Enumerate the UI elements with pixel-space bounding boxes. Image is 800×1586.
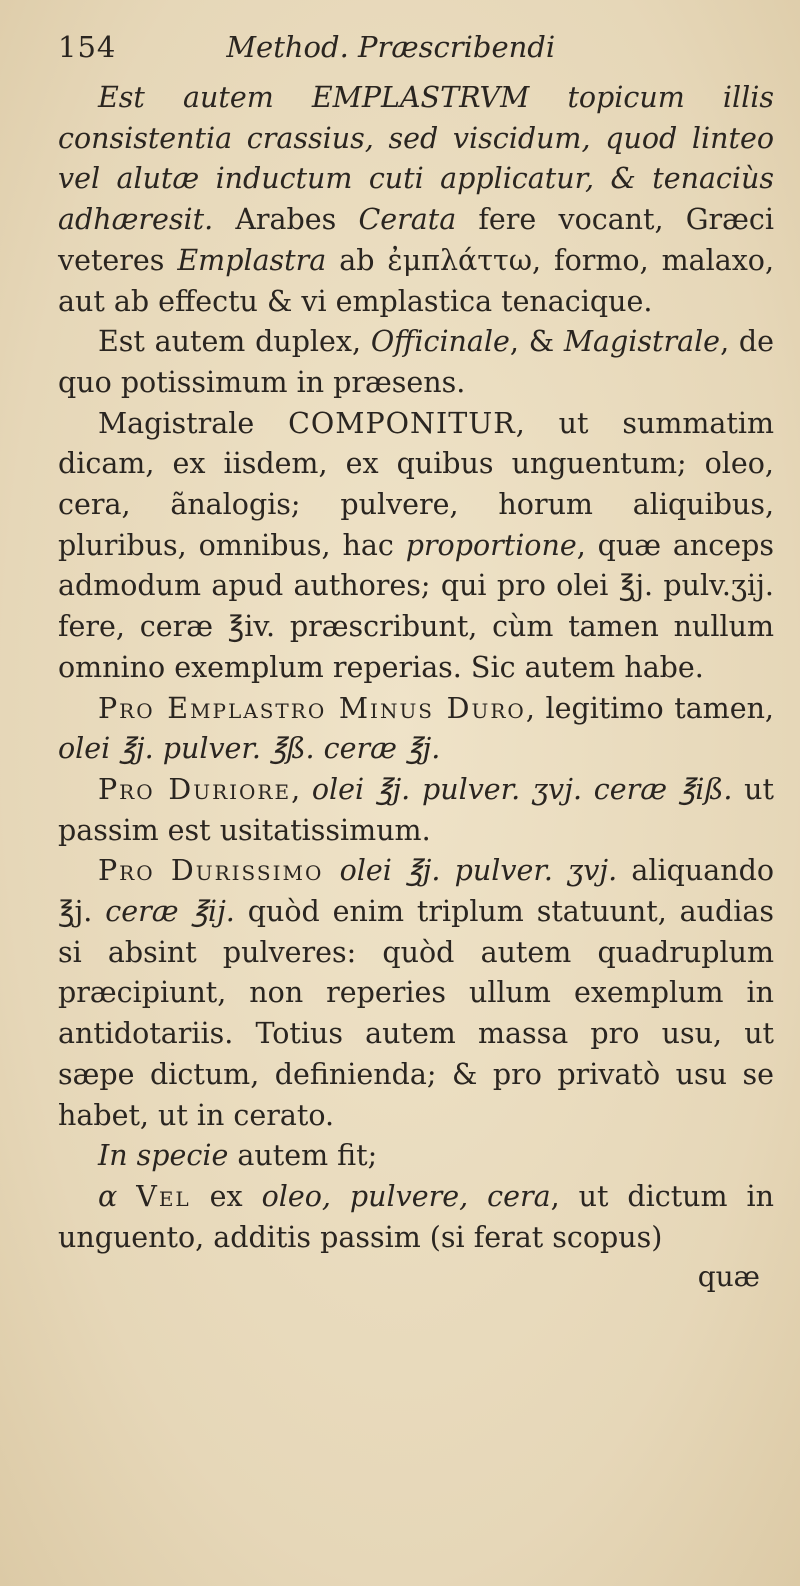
running-title: Method. Præscribendi — [226, 30, 556, 64]
text-run: Magistrale — [98, 406, 289, 440]
text-run: Est autem duplex, — [98, 325, 371, 359]
text-run: α — [98, 1179, 137, 1213]
text-run: , ut dictum in unguento, additis passim (si ferat scopus) — [58, 1179, 774, 1254]
text-run: Officinale — [370, 325, 510, 359]
text-run: Pro Durissimo — [98, 854, 340, 888]
text-run: Arabes — [213, 203, 359, 237]
text-run: Vel — [136, 1179, 191, 1213]
page-header — [58, 30, 774, 78]
paragraph-durissimo — [58, 851, 774, 1136]
text-run: ut passim est usitatissimum. — [58, 772, 774, 847]
text-run: Pro Emplastro Minus Duro — [98, 691, 526, 725]
text-run: ab ἐμπλάττω, formo, malaxo, aut ab effectu & vi emplastica tenacique. — [58, 243, 774, 318]
text-run: proportione — [405, 528, 577, 562]
paragraph-alpha — [58, 1177, 774, 1258]
text-run: aliquando ℥j. — [58, 854, 774, 929]
text-run: Magistrale — [563, 325, 721, 359]
text-run: Est autem EMPLASTRVM topicum illis consistentia crassius, sed viscidum, quod linteo vel alutæ inductum cuti applicatur, & tenaciùs adhæresit. — [58, 81, 774, 237]
text-run: olei ℥j. pulver. ʒvj. ceræ ℥iß. — [311, 772, 733, 806]
text-run: In specie — [98, 1139, 229, 1173]
text-run: , legitimo tamen, — [525, 691, 774, 725]
paragraph-emplastrum-definition — [58, 78, 774, 322]
text-run: , de quo potissimum in præsens. — [58, 325, 774, 399]
catchword: quæ — [697, 1260, 760, 1294]
main-text — [58, 78, 774, 1258]
text-run: oleo, pulvere, cera — [261, 1179, 551, 1213]
text-run: , — [291, 772, 312, 806]
text-run: autem fit; — [228, 1139, 378, 1173]
text-run: Pro Duriore — [98, 772, 292, 806]
paragraph-duplex — [58, 322, 774, 403]
text-run: quòd enim triplum statuunt, audias si absint pulveres: quòd autem quadruplum præcipiunt, non reperies ullum exemplum in antidotariis. Totius autem massa pro usu, ut sæpe dictum, definienda; & pro privatò usu se habet, ut in cerato. — [58, 895, 775, 1132]
page-number: 154 — [58, 30, 117, 64]
text-run: , & — [509, 325, 564, 359]
text-run: , ut summatim dicam, ex iisdem, ex quibus unguentum; oleo, cera, ãnalogis; pulvere, horum aliquibus, pluribus, omnibus, hac — [58, 406, 774, 562]
paragraph-in-specie — [58, 1136, 774, 1177]
text-run: ex — [190, 1179, 262, 1213]
text-run: olei ℥j. pulver. ℥ß. ceræ ℥j. — [58, 732, 441, 766]
text-run: ceræ ℥ij. — [105, 895, 235, 929]
text-run: olei ℥j. pulver. ʒvj. — [339, 854, 618, 888]
paragraph-minus-duro — [58, 689, 774, 770]
text-run: Cerata — [358, 203, 457, 237]
text-run: Emplastra — [177, 243, 327, 277]
paragraph-duriore — [58, 770, 774, 851]
text-run: fere vocant, Græci veteres — [58, 203, 774, 277]
paragraph-magistrale — [58, 404, 774, 689]
text-run: COMPONITUR — [288, 406, 516, 440]
text-run: , quæ anceps admodum apud authores; qui pro olei ℥j. pulv.ʒij. fere, ceræ ℥iv. præscribunt, cùm tamen nullum omnino exemplum reperias. Sic autem habe. — [58, 528, 774, 684]
